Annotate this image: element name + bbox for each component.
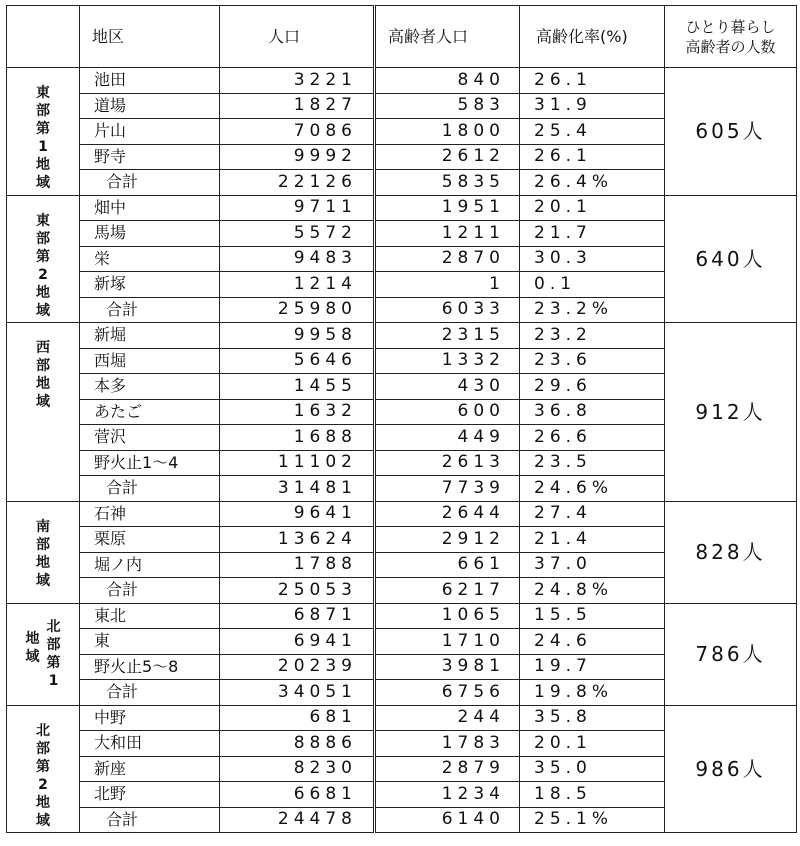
district-cell: 北野	[80, 782, 220, 808]
table-row	[7, 195, 797, 221]
area-name-text: 西部地域	[36, 340, 50, 410]
population-cell: 1455	[220, 374, 375, 400]
aging-rate-cell: 27.4	[520, 501, 665, 527]
aging-rate-cell: 15.5	[520, 603, 665, 629]
elderly-population-cell: 1951	[375, 195, 520, 221]
district-cell: 野火止1～4	[80, 450, 220, 476]
aging-rate-cell: 26.4%	[520, 170, 665, 196]
population-cell: 9958	[220, 323, 375, 349]
population-cell: 24478	[220, 807, 375, 833]
district-cell: 新座	[80, 756, 220, 782]
district-cell: 東	[80, 629, 220, 655]
district-cell: 合計	[80, 807, 220, 833]
table-body	[7, 68, 797, 833]
population-cell: 9711	[220, 195, 375, 221]
area-name	[7, 603, 80, 705]
elderly-population-cell: 7739	[375, 476, 520, 502]
district-cell: 合計	[80, 170, 220, 196]
elderly-population-cell: 2879	[375, 756, 520, 782]
elderly-population-cell: 840	[375, 68, 520, 94]
population-cell: 5646	[220, 348, 375, 374]
header-aging-rate: 高齢化率(%)	[520, 6, 665, 68]
population-cell: 7086	[220, 119, 375, 145]
elderly-population-cell: 600	[375, 399, 520, 425]
population-cell: 11102	[220, 450, 375, 476]
population-cell: 6941	[220, 629, 375, 655]
aging-rate-cell: 24.6	[520, 629, 665, 655]
table-row	[7, 68, 797, 94]
population-cell: 681	[220, 705, 375, 731]
aging-rate-cell: 35.8	[520, 705, 665, 731]
aging-rate-cell: 24.8%	[520, 578, 665, 604]
aging-rate-cell: 26.1	[520, 68, 665, 94]
aging-rate-cell: 23.2	[520, 323, 665, 349]
population-cell: 34051	[220, 680, 375, 706]
aging-rate-cell: 18.5	[520, 782, 665, 808]
elderly-population-cell: 6033	[375, 297, 520, 323]
table-row	[7, 323, 797, 349]
aging-rate-cell: 29.6	[520, 374, 665, 400]
area-name-text: 東部第1地域	[36, 85, 50, 191]
living-alone-count: 986人	[665, 705, 797, 833]
district-cell: 本多	[80, 374, 220, 400]
area-name	[7, 705, 80, 833]
population-cell: 25980	[220, 297, 375, 323]
elderly-population-cell: 1783	[375, 731, 520, 757]
aging-rate-cell: 20.1	[520, 195, 665, 221]
elderly-population-cell: 3981	[375, 654, 520, 680]
aging-rate-cell: 23.5	[520, 450, 665, 476]
elderly-population-cell: 1710	[375, 629, 520, 655]
elderly-population-cell: 1234	[375, 782, 520, 808]
elderly-population-cell: 244	[375, 705, 520, 731]
elderly-population-cell: 5835	[375, 170, 520, 196]
area-name	[7, 195, 80, 323]
header-living-alone-line2: 高齢者の人数	[685, 37, 776, 56]
area-name	[7, 501, 80, 603]
district-cell: 畑中	[80, 195, 220, 221]
aging-rate-cell: 37.0	[520, 552, 665, 578]
district-cell: 道場	[80, 93, 220, 119]
population-cell: 8230	[220, 756, 375, 782]
district-cell: 合計	[80, 578, 220, 604]
population-cell: 9992	[220, 144, 375, 170]
aging-rate-cell: 25.4	[520, 119, 665, 145]
population-cell: 1632	[220, 399, 375, 425]
area-name-column-1: 北部第1	[46, 618, 61, 689]
aging-rate-cell: 21.4	[520, 527, 665, 553]
living-alone-count: 605人	[665, 68, 797, 196]
table-row	[7, 603, 797, 629]
population-cell: 3221	[220, 68, 375, 94]
district-cell: 東北	[80, 603, 220, 629]
elderly-population-cell: 1065	[375, 603, 520, 629]
district-cell: 大和田	[80, 731, 220, 757]
living-alone-count: 912人	[665, 323, 797, 502]
elderly-population-cell: 1	[375, 272, 520, 298]
population-cell: 20239	[220, 654, 375, 680]
population-cell: 6681	[220, 782, 375, 808]
table-row	[7, 705, 797, 731]
district-cell: 西堀	[80, 348, 220, 374]
header-row	[7, 6, 797, 68]
aging-rate-cell: 19.8%	[520, 680, 665, 706]
aging-rate-cell: 26.1	[520, 144, 665, 170]
population-cell: 9641	[220, 501, 375, 527]
header-living-alone	[665, 6, 797, 68]
elderly-population-cell: 6217	[375, 578, 520, 604]
elderly-population-cell: 6140	[375, 807, 520, 833]
elderly-population-cell: 661	[375, 552, 520, 578]
living-alone-count: 640人	[665, 195, 797, 323]
district-cell: 野寺	[80, 144, 220, 170]
elderly-population-cell: 1332	[375, 348, 520, 374]
district-cell: 片山	[80, 119, 220, 145]
elderly-population-cell: 430	[375, 374, 520, 400]
aging-rate-cell: 36.8	[520, 399, 665, 425]
elderly-population-cell: 1800	[375, 119, 520, 145]
aging-rate-cell: 25.1%	[520, 807, 665, 833]
district-cell: 堀ノ内	[80, 552, 220, 578]
population-cell: 1688	[220, 425, 375, 451]
district-cell: 中野	[80, 705, 220, 731]
district-cell: あたご	[80, 399, 220, 425]
population-cell: 1827	[220, 93, 375, 119]
aging-rate-cell: 24.6%	[520, 476, 665, 502]
population-cell: 22126	[220, 170, 375, 196]
elderly-population-cell: 6756	[375, 680, 520, 706]
district-cell: 新塚	[80, 272, 220, 298]
elderly-population-cell: 449	[375, 425, 520, 451]
district-cell: 栗原	[80, 527, 220, 553]
header-living-alone-line1: ひとり暮らし	[685, 17, 776, 36]
population-cell: 6871	[220, 603, 375, 629]
area-name-text: 北部第2地域	[36, 722, 50, 829]
district-cell: 合計	[80, 297, 220, 323]
header-district: 地区	[80, 6, 220, 68]
population-cell: 31481	[220, 476, 375, 502]
population-cell: 5572	[220, 221, 375, 247]
aging-rate-cell: 20.1	[520, 731, 665, 757]
district-cell: 石神	[80, 501, 220, 527]
district-cell: 合計	[80, 476, 220, 502]
area-name-text: 東部第2地域	[36, 212, 50, 319]
elderly-population-cell: 2315	[375, 323, 520, 349]
aging-rate-cell: 0.1	[520, 272, 665, 298]
elderly-population-cell: 2613	[375, 450, 520, 476]
district-cell: 合計	[80, 680, 220, 706]
population-cell: 1214	[220, 272, 375, 298]
aging-rate-cell: 23.2%	[520, 297, 665, 323]
area-name-columns	[25, 618, 62, 690]
aging-rate-cell: 31.9	[520, 93, 665, 119]
elderly-population-cell: 2644	[375, 501, 520, 527]
elderly-population-cell: 2870	[375, 246, 520, 272]
elderly-population-cell: 1211	[375, 221, 520, 247]
aging-rate-cell: 35.0	[520, 756, 665, 782]
elderly-population-table	[6, 5, 797, 833]
district-cell: 新堀	[80, 323, 220, 349]
district-cell: 馬場	[80, 221, 220, 247]
area-name-text: 南部地域	[36, 518, 50, 589]
aging-rate-cell: 21.7	[520, 221, 665, 247]
elderly-population-cell: 2612	[375, 144, 520, 170]
district-cell: 池田	[80, 68, 220, 94]
aging-rate-cell: 30.3	[520, 246, 665, 272]
aging-rate-cell: 19.7	[520, 654, 665, 680]
district-cell: 栄	[80, 246, 220, 272]
district-cell: 菅沢	[80, 425, 220, 451]
population-cell: 1788	[220, 552, 375, 578]
header-area-blank	[7, 6, 80, 68]
elderly-population-cell: 2912	[375, 527, 520, 553]
area-name	[7, 68, 80, 196]
population-cell: 25053	[220, 578, 375, 604]
living-alone-count: 828人	[665, 501, 797, 603]
area-name-column-2: 地域	[25, 630, 40, 665]
population-cell: 8886	[220, 731, 375, 757]
aging-rate-cell: 23.6	[520, 348, 665, 374]
aging-rate-cell: 26.6	[520, 425, 665, 451]
living-alone-count: 786人	[665, 603, 797, 705]
district-cell: 野火止5～8	[80, 654, 220, 680]
header-elderly-population: 高齢者人口	[375, 6, 520, 68]
area-name	[7, 323, 80, 502]
table-row	[7, 501, 797, 527]
elderly-population-cell: 583	[375, 93, 520, 119]
population-cell: 13624	[220, 527, 375, 553]
header-population: 人口	[220, 6, 375, 68]
population-cell: 9483	[220, 246, 375, 272]
